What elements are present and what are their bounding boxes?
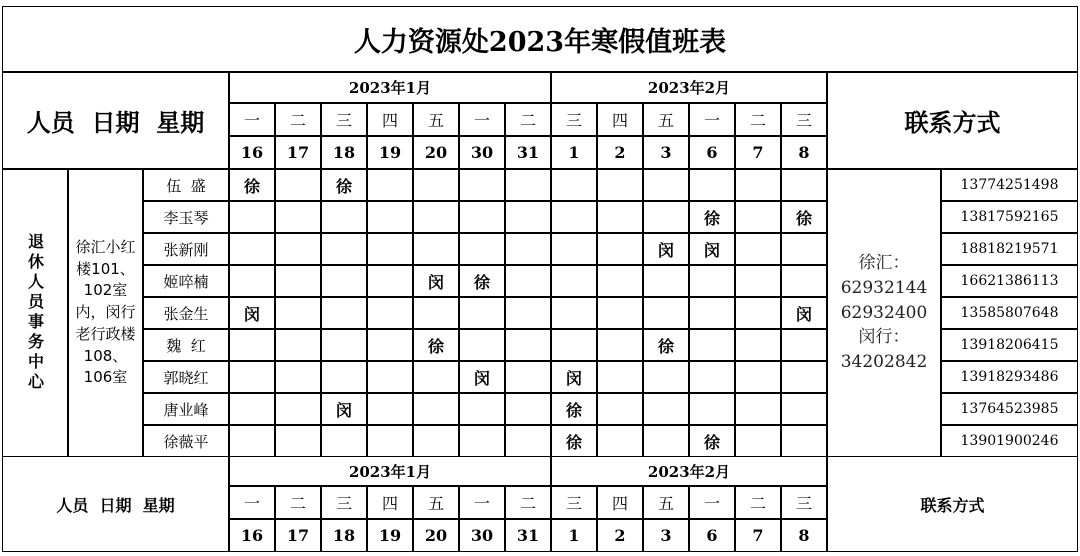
duty-cell — [643, 297, 689, 329]
header-date: 31 — [505, 136, 551, 169]
footer-month-feb: 2023年2月 — [551, 456, 827, 486]
duty-cell — [643, 265, 689, 297]
footer-weekday: 三 — [321, 486, 367, 519]
header-weekday: 一 — [689, 103, 735, 136]
duty-cell — [505, 233, 551, 265]
duty-cell: 闵 — [413, 265, 459, 297]
staff-phone: 13774251498 — [941, 169, 1078, 201]
duty-cell — [229, 393, 275, 425]
duty-cell — [321, 329, 367, 361]
duty-cell — [735, 201, 781, 233]
staff-name: 姬啐楠 — [143, 265, 229, 297]
staff-phone: 13764523985 — [941, 393, 1078, 425]
duty-cell — [597, 233, 643, 265]
duty-cell — [275, 329, 321, 361]
duty-cell — [367, 297, 413, 329]
footer-weekday: 一 — [689, 486, 735, 519]
staff-name: 徐薇平 — [143, 425, 229, 457]
header-weekday: 二 — [735, 103, 781, 136]
duty-cell — [735, 233, 781, 265]
duty-cell — [781, 233, 827, 265]
duty-cell: 徐 — [551, 425, 597, 457]
footer-date: 6 — [689, 519, 735, 552]
footer-weekday: 二 — [735, 486, 781, 519]
duty-cell — [551, 233, 597, 265]
duty-cell: 徐 — [689, 425, 735, 457]
duty-cell — [643, 393, 689, 425]
duty-cell — [275, 265, 321, 297]
duty-cell — [229, 361, 275, 393]
duty-cell — [689, 361, 735, 393]
footer-date: 17 — [275, 519, 321, 552]
footer-date: 19 — [367, 519, 413, 552]
footer-weekday: 四 — [367, 486, 413, 519]
footer-weekday: 二 — [505, 486, 551, 519]
footer-person-date-weekday: 人员 日期 星期 — [2, 456, 229, 552]
duty-cell — [597, 201, 643, 233]
duty-cell — [321, 265, 367, 297]
duty-cell: 闵 — [321, 393, 367, 425]
header-weekday: 三 — [321, 103, 367, 136]
duty-cell — [551, 329, 597, 361]
footer-weekday: 四 — [597, 486, 643, 519]
duty-cell — [781, 265, 827, 297]
header-date: 17 — [275, 136, 321, 169]
duty-cell — [459, 201, 505, 233]
duty-cell — [229, 329, 275, 361]
header-month-feb: 2023年2月 — [551, 72, 827, 103]
header-contact: 联系方式 — [827, 72, 1078, 169]
header-weekday: 四 — [597, 103, 643, 136]
duty-cell — [597, 393, 643, 425]
duty-cell: 闵 — [689, 233, 735, 265]
footer-weekday: 三 — [551, 486, 597, 519]
duty-cell — [505, 425, 551, 457]
duty-cell — [735, 169, 781, 201]
duty-cell: 闵 — [229, 297, 275, 329]
header-person-date-weekday: 人员 日期 星期 — [2, 72, 229, 169]
footer-weekday: 五 — [643, 486, 689, 519]
location: 徐汇小红楼101、102室内，闵行老行政楼108、106室 — [68, 169, 143, 457]
duty-cell — [643, 425, 689, 457]
staff-phone: 13918293486 — [941, 361, 1078, 393]
header-month-jan: 2023年1月 — [229, 72, 551, 103]
duty-cell — [505, 297, 551, 329]
duty-cell — [413, 393, 459, 425]
header-date: 30 — [459, 136, 505, 169]
staff-phone: 13817592165 — [941, 201, 1078, 233]
header-weekday: 三 — [781, 103, 827, 136]
footer-date: 31 — [505, 519, 551, 552]
duty-cell — [275, 201, 321, 233]
duty-cell — [367, 169, 413, 201]
duty-cell — [275, 297, 321, 329]
duty-cell — [229, 233, 275, 265]
staff-name: 郭晓红 — [143, 361, 229, 393]
duty-cell — [505, 393, 551, 425]
page-title: 人力资源处2023年寒假值班表 — [2, 6, 1078, 72]
header-weekday: 三 — [551, 103, 597, 136]
duty-cell — [735, 425, 781, 457]
duty-cell — [367, 265, 413, 297]
duty-cell — [735, 329, 781, 361]
duty-cell: 闵 — [459, 361, 505, 393]
staff-phone: 18818219571 — [941, 233, 1078, 265]
duty-cell — [689, 265, 735, 297]
duty-cell — [551, 265, 597, 297]
duty-cell — [781, 361, 827, 393]
duty-cell — [275, 361, 321, 393]
header-date: 1 — [551, 136, 597, 169]
duty-cell — [459, 233, 505, 265]
staff-name: 伍 盛 — [143, 169, 229, 201]
header-date: 8 — [781, 136, 827, 169]
duty-cell: 徐 — [643, 329, 689, 361]
duty-cell: 闵 — [643, 233, 689, 265]
duty-cell: 闵 — [781, 297, 827, 329]
duty-cell — [413, 169, 459, 201]
duty-cell — [735, 297, 781, 329]
duty-cell — [459, 169, 505, 201]
duty-cell: 徐 — [229, 169, 275, 201]
staff-phone: 13585807648 — [941, 297, 1078, 329]
header-date: 2 — [597, 136, 643, 169]
duty-cell — [275, 233, 321, 265]
duty-cell — [413, 297, 459, 329]
duty-cell — [781, 329, 827, 361]
duty-cell — [229, 425, 275, 457]
duty-cell — [321, 425, 367, 457]
duty-cell — [367, 233, 413, 265]
header-date: 7 — [735, 136, 781, 169]
duty-cell — [367, 201, 413, 233]
footer-date: 1 — [551, 519, 597, 552]
footer-weekday: 三 — [781, 486, 827, 519]
duty-cell — [321, 233, 367, 265]
duty-cell — [689, 393, 735, 425]
duty-cell — [505, 201, 551, 233]
header-date: 16 — [229, 136, 275, 169]
staff-name: 唐业峰 — [143, 393, 229, 425]
staff-phone: 13901900246 — [941, 425, 1078, 457]
duty-cell — [597, 329, 643, 361]
duty-cell — [689, 297, 735, 329]
duty-cell — [459, 329, 505, 361]
duty-cell — [735, 393, 781, 425]
staff-name: 张新刚 — [143, 233, 229, 265]
header-weekday: 二 — [505, 103, 551, 136]
footer-month-jan: 2023年1月 — [229, 456, 551, 486]
footer-date: 16 — [229, 519, 275, 552]
header-weekday: 五 — [643, 103, 689, 136]
duty-cell — [321, 297, 367, 329]
duty-cell — [689, 169, 735, 201]
duty-cell — [413, 233, 459, 265]
duty-cell — [643, 201, 689, 233]
staff-name: 张金生 — [143, 297, 229, 329]
duty-cell: 徐 — [459, 265, 505, 297]
duty-cell — [505, 329, 551, 361]
duty-cell — [597, 169, 643, 201]
duty-cell — [367, 361, 413, 393]
duty-cell — [275, 393, 321, 425]
duty-cell — [643, 361, 689, 393]
duty-cell — [643, 169, 689, 201]
header-date: 19 — [367, 136, 413, 169]
header-weekday: 四 — [367, 103, 413, 136]
header-weekday: 一 — [229, 103, 275, 136]
duty-cell — [275, 425, 321, 457]
duty-cell — [689, 329, 735, 361]
duty-cell — [413, 201, 459, 233]
duty-cell: 徐 — [413, 329, 459, 361]
office-contact: 徐汇： 62932144 62932400 闵行： 34202842 — [827, 169, 941, 457]
duty-cell — [367, 425, 413, 457]
footer-contact: 联系方式 — [827, 456, 1078, 552]
duty-cell: 闵 — [551, 361, 597, 393]
staff-name: 魏 红 — [143, 329, 229, 361]
header-weekday: 一 — [459, 103, 505, 136]
header-date: 3 — [643, 136, 689, 169]
header-date: 20 — [413, 136, 459, 169]
duty-cell — [597, 361, 643, 393]
duty-cell — [551, 201, 597, 233]
duty-cell — [505, 361, 551, 393]
duty-cell: 徐 — [551, 393, 597, 425]
duty-cell — [413, 361, 459, 393]
duty-cell — [551, 297, 597, 329]
duty-cell: 徐 — [321, 169, 367, 201]
duty-cell — [367, 393, 413, 425]
header-weekday: 五 — [413, 103, 459, 136]
footer-date: 3 — [643, 519, 689, 552]
duty-cell: 徐 — [781, 201, 827, 233]
footer-date: 20 — [413, 519, 459, 552]
staff-phone: 16621386113 — [941, 265, 1078, 297]
footer-weekday: 一 — [229, 486, 275, 519]
duty-cell — [459, 393, 505, 425]
duty-cell — [459, 297, 505, 329]
duty-cell — [735, 265, 781, 297]
footer-weekday: 五 — [413, 486, 459, 519]
footer-date: 7 — [735, 519, 781, 552]
duty-cell — [551, 169, 597, 201]
duty-cell — [413, 425, 459, 457]
duty-cell — [367, 329, 413, 361]
duty-cell — [597, 297, 643, 329]
header-date: 6 — [689, 136, 735, 169]
duty-cell — [597, 425, 643, 457]
footer-date: 2 — [597, 519, 643, 552]
duty-cell — [229, 265, 275, 297]
duty-cell — [505, 169, 551, 201]
duty-cell — [321, 201, 367, 233]
footer-date: 8 — [781, 519, 827, 552]
header-weekday: 二 — [275, 103, 321, 136]
duty-cell — [597, 265, 643, 297]
duty-cell — [781, 393, 827, 425]
duty-cell — [275, 169, 321, 201]
staff-name: 李玉琴 — [143, 201, 229, 233]
duty-cell — [459, 425, 505, 457]
duty-cell — [321, 361, 367, 393]
duty-cell — [505, 265, 551, 297]
department: 退休人员事务中心 — [2, 169, 68, 457]
footer-weekday: 二 — [275, 486, 321, 519]
header-date: 18 — [321, 136, 367, 169]
footer-date: 18 — [321, 519, 367, 552]
duty-cell: 徐 — [689, 201, 735, 233]
duty-cell — [229, 201, 275, 233]
footer-weekday: 一 — [459, 486, 505, 519]
staff-phone: 13918206415 — [941, 329, 1078, 361]
duty-cell — [781, 169, 827, 201]
duty-cell — [781, 425, 827, 457]
footer-date: 30 — [459, 519, 505, 552]
duty-cell — [735, 361, 781, 393]
